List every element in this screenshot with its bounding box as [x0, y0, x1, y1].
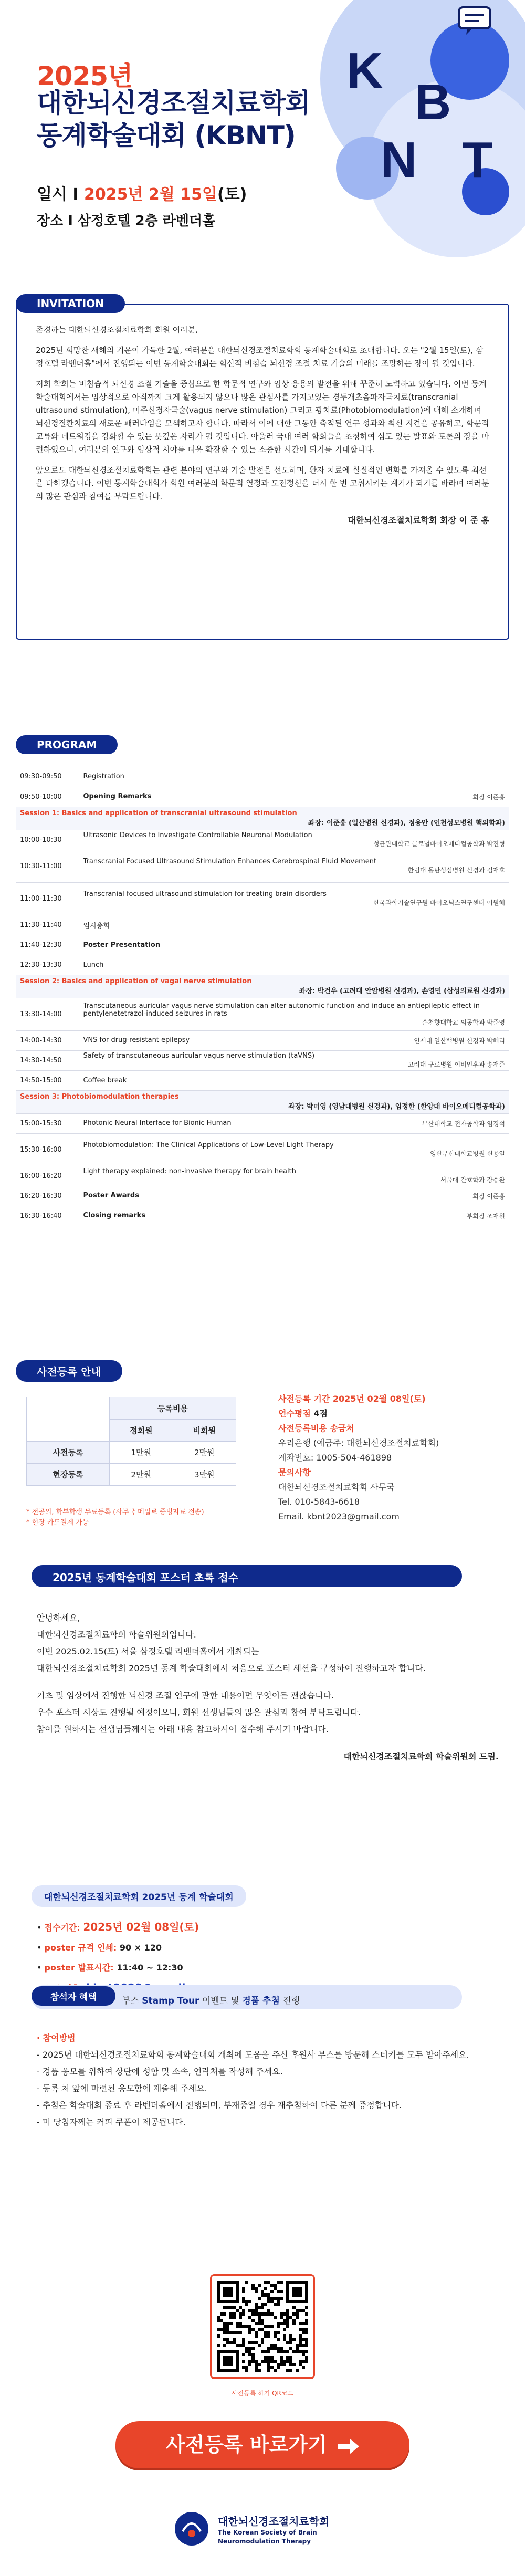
program-content: [79, 1030, 509, 1050]
benefit-item-1: - 2025년 대한뇌신경조절치료학회 동계학술대회 개최에 도움을 주신 후원사 부스를 방문해 스티커를 모두 받아주세요.: [37, 2050, 469, 2060]
header-banner: [0, 0, 525, 294]
benefit-bar: [32, 1985, 462, 2009]
registration-qr-code[interactable]: [210, 2274, 315, 2379]
program-time: 14:00-14:30: [16, 1030, 79, 1050]
fee-note-2: * 현장 카드결제 가능: [26, 1519, 89, 1527]
program-speaker: 고려대 구로병원 이비인후과 송재준: [407, 1061, 505, 1068]
arrow-right-icon: [338, 2438, 359, 2454]
year-title: 2025년: [37, 61, 133, 91]
title-line-1: 대한뇌신경조절치료학회: [37, 88, 310, 118]
col-member: 정회원: [110, 1420, 173, 1442]
program-time: 14:50-15:00: [16, 1070, 79, 1090]
program-table: [16, 767, 509, 1226]
period-label: 사전등록 기간: [278, 1394, 333, 1404]
invite-p3: 저희 학회는 비침습적 뇌신경 조절 기술을 중심으로 한 학문적 연구와 임상 응용의 발전을 위해 꾸준히 노력하고 있습니다. 이번 동계학술대회에서는 임상적으로 아직까지 크게 활용되지 않으나 많은 관심사를 가지고있는 경두개초음파자극치료(transcranial ultrasound stimulation), 미주신경자극술(vagus nerve stimulation) 그리고 광치료(Photobiomodulation)에 대해 소개하며 뇌신경질환치료의 새로운 패러다임을 모색하고자 합니다. 따라서 이에 대한 그동안 축적된 연구 성과와 최신 지견을 공유하고, 학문적 교류와 네트워킹을 강화할 수 있는 뜻깊은 자리가 될 것입니다. 아울러 국내 여러 학회들을 초청하여 심도 있는 발표와 토론의 장을 마련하였으니, 여러분의 연구와 임상적 시야를 더욱 확장할 수 있는 소중한 시간이 되기를 기대합니다.: [36, 379, 489, 454]
date-suffix: (토): [217, 185, 247, 204]
event-place: 장소 I 삼정호텔 2층 라벤더홀: [37, 213, 216, 229]
session-title: Session 1: Basics and application of transcranial ultrasound stimulation: [20, 809, 297, 817]
program-title: Opening Remarks: [83, 792, 152, 800]
program-title: Safety of transcutaneous auricular vagus nerve stimulation (taVNS): [83, 1052, 315, 1060]
poster-sign: 대한뇌신경조절치료학회 학술위원회 드림.: [343, 1751, 499, 1761]
registration-label: 사전등록 안내: [16, 1360, 122, 1382]
program-row: [16, 998, 509, 1030]
program-speaker: 회장 이준홍: [472, 1192, 505, 1200]
poster-p3: 이번 2025.02.15(토) 서울 삼정호텔 라벤더홀에서 개최되는: [37, 1646, 259, 1656]
logo-letter-n: N: [381, 132, 417, 188]
account-label: 사전등록비용 송금처: [278, 1423, 354, 1433]
program-time: 11:00-11:30: [16, 882, 79, 915]
main-title: [37, 87, 310, 152]
benefit-list: [37, 2030, 499, 2131]
registration-info: [278, 1392, 499, 1524]
poster-p5: 기초 및 임상에서 진행한 뇌신경 조절 연구에 관한 내용이면 무엇이든 괜찮습니다.: [37, 1691, 334, 1701]
program-time: 09:50-10:00: [16, 787, 79, 807]
contact-org: 대한뇌신경조절치료학회 사무국: [278, 1482, 395, 1492]
footer-org-en-1: The Korean Society of Brain: [218, 2529, 317, 2536]
poster-p6: 우수 포스터 시상도 진행될 예정이오니, 회원 선생님들의 많은 관심과 참여 부탁드립니다.: [37, 1707, 361, 1717]
program-title: Ultrasonic Devices to Investigate Controllable Neuronal Modulation: [83, 831, 312, 839]
program-content: [79, 830, 509, 850]
program-time: 15:30-16:00: [16, 1133, 79, 1166]
benefit-desc-raffle: 경품 추첨: [242, 1996, 280, 2006]
program-row: [16, 1206, 509, 1226]
program-time: 11:40-12:30: [16, 935, 79, 955]
program-content: [79, 1133, 509, 1166]
program-row: [16, 935, 509, 955]
account-number: 계좌번호: 1005-504-461898: [278, 1453, 392, 1463]
benefit-label: 참석자 혜택: [32, 1986, 116, 2006]
time-value: 11:40 ~ 12:30: [117, 1963, 183, 1973]
program-time: 10:30-11:00: [16, 850, 79, 882]
poster-p7: 참여를 원하시는 선생님들께서는 아래 내용 참고하시어 접수해 주시기 바랍니다.: [37, 1724, 329, 1734]
program-speaker: 부회장 조재원: [466, 1212, 505, 1220]
fee-onsite-nonmember: 3만원: [173, 1464, 236, 1486]
fee-pre-nonmember: 2만원: [173, 1442, 236, 1464]
program-title: Light therapy explained: non-invasive therapy for brain health: [83, 1167, 296, 1175]
program-row: [16, 1030, 509, 1050]
benefit-item-3: - 등록 처 앞에 마련된 응모함에 제출해 주세요.: [37, 2083, 207, 2093]
logo-letter-b: B: [415, 74, 452, 130]
title-line-2: 동계학술대회 (KBNT): [37, 120, 296, 151]
program-speaker: 서울대 간호학과 강승완: [440, 1176, 505, 1184]
program-content: [79, 1050, 509, 1070]
pre-register-button[interactable]: [116, 2421, 410, 2468]
credit-value: 4점: [313, 1409, 328, 1419]
session-chair: 좌장: 박건우 (고려대 안암병원 신경과), 손영민 (삼성의료원 신경과): [299, 987, 505, 995]
cta-label: 사전등록 바로가기: [165, 2433, 327, 2456]
invite-p1: 존경하는 대한뇌신경조절치료학회 회원 여러분,: [36, 325, 198, 335]
invite-p2: 2025년 희망찬 새해의 기운이 가득한 2월, 여러분을 대한뇌신경조절치료학회 동계학술대회로 초대합니다. 오는 "2월 15일(토), 삼정호텔 라벤더홀"에서 진행되는 이번 동계학술대회는 혁신적 비침습 뇌신경 조절 치료 기술의 미래를 조망하는 장이 될 것입니다.: [36, 346, 484, 368]
invitation-section: [16, 294, 509, 641]
poster-sub-label: 대한뇌신경조절치료학회 2025년 동계 학술대회: [32, 1885, 246, 1907]
col-nonmember: 비회원: [173, 1420, 236, 1442]
program-content: [79, 850, 509, 882]
benefit-desc-suffix: 진행: [279, 1996, 300, 2006]
logo-letter-t: T: [462, 132, 493, 188]
poster-p2: 대한뇌신경조절치료학회 학술위원회입니다.: [37, 1630, 196, 1640]
poster-p1: 안녕하세요,: [37, 1613, 80, 1623]
program-row: [16, 850, 509, 882]
program-time: 16:20-16:30: [16, 1186, 79, 1206]
fee-notes: [26, 1507, 204, 1528]
fee-header: 등록비용: [110, 1397, 236, 1420]
program-row: [16, 1070, 509, 1090]
size-label: poster 규격 인쇄:: [44, 1943, 120, 1953]
program-title: Transcranial Focused Ultrasound Stimulation Enhances Cerebrospinal Fluid Movement: [83, 858, 377, 865]
program-row: [16, 1133, 509, 1166]
program-time: 12:30-13:30: [16, 955, 79, 975]
benefit-item-5: - 미 당첨자께는 커피 쿠폰이 제공됩니다.: [37, 2117, 186, 2127]
program-speaker: 인제대 일산백병원 신경과 박혜리: [414, 1037, 505, 1045]
logo-letter-k: K: [346, 43, 383, 99]
benefit-desc-mid: 이벤트 및: [199, 1996, 243, 2006]
program-time: 09:30-09:50: [16, 767, 79, 787]
invitation-box: [16, 304, 509, 640]
program-title: Poster Presentation: [83, 941, 161, 949]
program-session-row: [16, 1090, 509, 1113]
period-value: 2025년 02월 08일(토): [332, 1394, 426, 1404]
program-row: [16, 882, 509, 915]
invitation-label: INVITATION: [16, 294, 125, 313]
program-content: [79, 915, 509, 935]
program-row: [16, 1186, 509, 1206]
program-time: 15:00-15:30: [16, 1113, 79, 1133]
program-time: 13:30-14:00: [16, 998, 79, 1030]
program-content: [79, 787, 509, 807]
program-time: 11:30-11:40: [16, 915, 79, 935]
fee-corner: [27, 1397, 110, 1442]
contact-email: Email. kbnt2023@gmail.com: [278, 1511, 400, 1521]
footer-logo: [173, 2505, 352, 2552]
society-logo-icon: [173, 2510, 210, 2547]
poster-text: [37, 1610, 499, 1776]
size-value: 90 × 120: [119, 1943, 162, 1953]
qr-code-icon: [217, 2281, 308, 2372]
date-highlight: 2025년 2월 15일: [84, 185, 217, 204]
session-title: Session 2: Basics and application of vagal nerve stimulation: [20, 977, 252, 985]
program-content: [79, 1186, 509, 1206]
session-chair: 좌장: 이준홍 (일산병원 신경과), 정용안 (인천성모병원 핵의학과): [308, 819, 505, 827]
program-session-row: [16, 807, 509, 830]
row-pre: 사전등록: [27, 1442, 110, 1464]
chat-bubble-icon: [457, 5, 499, 37]
program-title: Photonic Neural Interface for Bionic Human: [83, 1119, 232, 1127]
program-row: [16, 767, 509, 787]
fee-table: [26, 1397, 236, 1486]
program-title: Poster Awards: [83, 1191, 139, 1200]
program-title: Closing remarks: [83, 1211, 146, 1219]
session-chair: 좌장: 박미영 (영남대병원 신경과), 임정한 (한양대 바이오메디컬공학과): [288, 1103, 505, 1111]
method-label: · 참여방법: [37, 2033, 76, 2043]
program-title: Coffee break: [83, 1076, 127, 1084]
benefit-desc-stamp: Stamp Tour: [142, 1996, 200, 2006]
fee-onsite-member: 2만원: [110, 1464, 173, 1486]
program-content: [79, 1166, 509, 1186]
contact-tel: Tel. 010-5843-6618: [278, 1497, 360, 1507]
footer-org-en-2: Neuromodulation Therapy: [218, 2538, 311, 2545]
contact-label: 문의사항: [278, 1467, 311, 1477]
program-content: [79, 1206, 509, 1226]
fee-note-1: * 전공의, 학부학생 무료등록 (사무국 메일로 증빙자료 전송): [26, 1508, 204, 1516]
session-cell: [16, 1090, 509, 1113]
program-row: [16, 915, 509, 935]
program-section: [16, 735, 509, 1220]
fee-pre-member: 1만원: [110, 1442, 173, 1464]
benefit-item-2: - 경품 응모를 위하여 상단에 성함 및 소속, 연락처를 작성해 주세요.: [37, 2067, 283, 2077]
credit-label: 연수평점: [278, 1409, 314, 1419]
program-content: [79, 767, 509, 787]
poster-label: 2025년 동계학술대회 포스터 초록 접수: [32, 1565, 462, 1587]
program-title: Lunch: [83, 961, 104, 969]
program-label: PROGRAM: [16, 735, 118, 754]
program-row: [16, 830, 509, 850]
session-title: Session 3: Photobiomodulation therapies: [20, 1093, 179, 1101]
deadline-label: 접수기간:: [44, 1923, 83, 1933]
account-bank: 우리은행 (예금주: 대한뇌신경조절치료학회): [278, 1438, 439, 1448]
program-content: [79, 1113, 509, 1133]
qr-caption: 사전등록 하기 QR코드: [231, 2390, 294, 2397]
program-speaker: 한국과학기술연구원 바이오닉스연구센터 이원혜: [373, 899, 505, 906]
time-label: poster 발표시간:: [44, 1963, 117, 1973]
deadline-value: 2025년 02월 08일(토): [83, 1921, 200, 1933]
program-time: 14:30-14:50: [16, 1050, 79, 1070]
program-speaker: 성균관대학교 글로벌바이오메디컬공학과 박진형: [373, 840, 505, 848]
row-onsite: 현장등록: [27, 1464, 110, 1486]
program-title: VNS for drug-resistant epilepsy: [83, 1036, 190, 1044]
event-date: [37, 181, 247, 204]
poster-details: • 접수기간: 2025년 02월 08일(토) • poster 규격 인쇄: 90 × 120 • poster 발표시간: 11:40 ~ 12:30: [37, 1917, 214, 1999]
program-row: [16, 1166, 509, 1186]
program-title: Registration: [83, 773, 124, 781]
benefit-desc-prefix: 부스: [122, 1996, 142, 2006]
program-time: 16:00-16:20: [16, 1166, 79, 1186]
program-title: Transcutaneous auricular vagus nerve stimulation can alter autonomic function and induce an antiepileptic effect in pentylenetetrazol-induced seizures in rats: [83, 1002, 480, 1018]
program-session-row: [16, 975, 509, 998]
program-speaker: 영산부산대학교병원 신용일: [430, 1150, 505, 1157]
benefit-item-4: - 추첨은 학술대회 종료 후 라벤더홀에서 진행되며, 부재중일 경우 재추첨하여 다른 분께 증정합니다.: [37, 2100, 402, 2110]
program-title: 임시총회: [83, 922, 110, 930]
program-row: [16, 955, 509, 975]
session-cell: [16, 807, 509, 830]
program-content: [79, 935, 509, 955]
program-row: [16, 787, 509, 807]
program-title: Transcranial focused ultrasound stimulation for treating brain disorders: [83, 890, 327, 898]
program-row: [16, 1050, 509, 1070]
program-speaker: 회장 이준홍: [472, 793, 505, 801]
program-title: Photobiomodulation: The Clinical Applications of Low-Level Light Therapy: [83, 1141, 334, 1149]
program-speaker: 부산대학교 전자공학과 염경석: [422, 1120, 505, 1128]
program-speaker: 한림대 동탄성심병원 신경과 김재호: [407, 867, 505, 874]
program-content: [79, 882, 509, 915]
session-cell: [16, 975, 509, 998]
program-content: [79, 998, 509, 1030]
program-time: 10:00-10:30: [16, 830, 79, 850]
invite-sign: 대한뇌신경조절치료학회 회장 이 준 홍: [348, 515, 489, 525]
program-row: [16, 1113, 509, 1133]
date-prefix: 일시 I: [37, 185, 85, 204]
invite-p4: 앞으로도 대한뇌신경조절치료학회는 관련 분야의 연구와 기술 발전을 선도하며, 환자 치료에 실질적인 변화를 가져올 수 있도록 최선을 다하겠습니다. 이번 동계학술대회가 회원 여러분의 학문적 열정과 도전정신을 더시 한 번 고취시키는 계기가 되기를 바라며 여러분의 많은 관심과 참여를 부탁드립니다.: [36, 465, 489, 501]
program-content: [79, 955, 509, 975]
program-speaker: 순천향대학교 의공학과 박준영: [422, 1018, 505, 1026]
poster-p4: 대한뇌신경조절치료학회 2025년 동계 학술대회에서 처음으로 포스터 세션을 구성하여 진행하고자 합니다.: [37, 1663, 426, 1673]
program-content: [79, 1070, 509, 1090]
footer-org-ko: 대한뇌신경조절치료학회: [218, 2515, 330, 2528]
program-time: 16:30-16:40: [16, 1206, 79, 1226]
